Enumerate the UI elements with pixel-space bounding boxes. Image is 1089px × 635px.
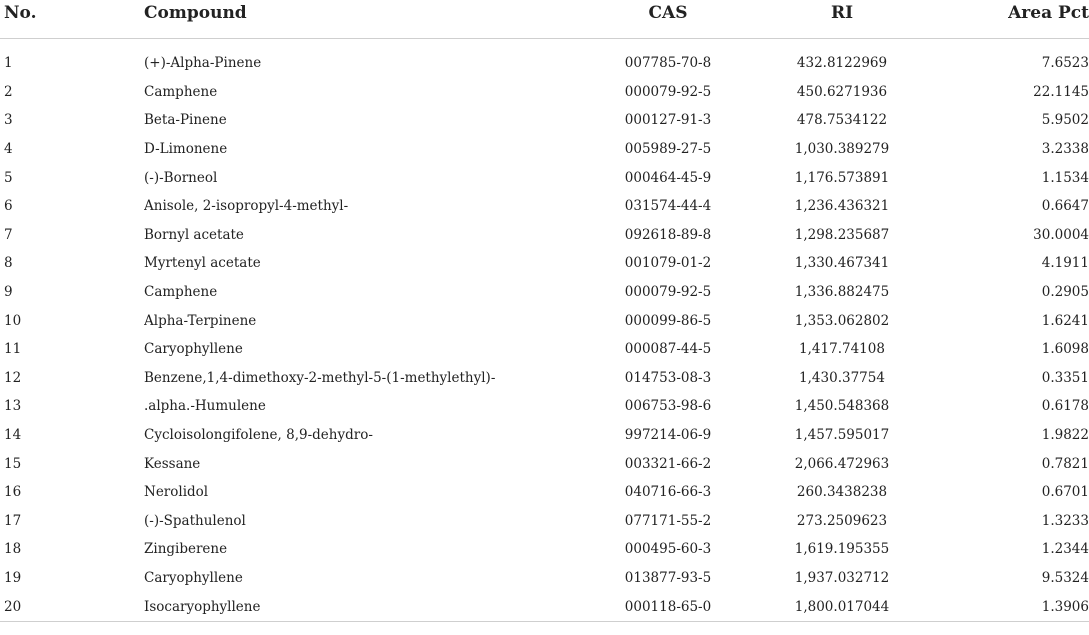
cell-no: 4 <box>4 141 13 158</box>
cell-area-pct: 0.6178 <box>1041 398 1089 415</box>
cell-ri: 1,030.389279 <box>794 141 890 158</box>
cell-no: 6 <box>4 198 13 215</box>
cell-no: 20 <box>0 592 144 621</box>
cell-ri: 1,430.37754 <box>799 369 885 386</box>
cell-compound: Cycloisolongifolene, 8,9-dehydro- <box>144 427 373 444</box>
header-cas: CAS <box>614 0 722 33</box>
cell-area-pct: 3.2338 <box>1041 141 1089 158</box>
cell-area-pct: 1.3906 <box>962 592 1089 621</box>
cell-ri: 1,417.74108 <box>799 341 885 358</box>
cell-compound: Anisole, 2-isopropyl-4-methyl- <box>144 198 349 215</box>
cell-ri: 273.2509623 <box>796 512 888 529</box>
cell-cas: 013877-93-5 <box>624 569 712 586</box>
cell-compound: (-)-Borneol <box>144 169 218 186</box>
cell-compound: Caryophyllene <box>144 569 243 586</box>
header-ri: RI <box>722 0 962 33</box>
header-no: No. <box>0 0 144 33</box>
cell-cas: 005989-27-5 <box>624 141 712 158</box>
cell-no: 14 <box>4 427 22 444</box>
cell-area-pct: 5.9502 <box>1041 112 1089 129</box>
cell-compound: Camphene <box>144 83 218 100</box>
cell-no: 9 <box>4 284 13 301</box>
cell-compound: .alpha.-Humulene <box>144 398 266 415</box>
cell-area-pct: 9.5324 <box>1041 569 1089 586</box>
table-row <box>0 106 1089 135</box>
cell-area-pct: 0.6701 <box>1041 484 1089 501</box>
cell-cas: 000464-45-9 <box>624 169 712 186</box>
cell-area-pct: 1.2344 <box>1041 541 1089 558</box>
cell-cas: 077171-55-2 <box>624 512 712 529</box>
cell-cas: 092618-89-8 <box>624 226 712 243</box>
table-row <box>0 535 1089 564</box>
cell-ri: 2,066.472963 <box>794 455 890 472</box>
cell-area-pct: 1.9822 <box>1041 427 1089 444</box>
cell-ri: 1,450.548368 <box>794 398 890 415</box>
cell-ri: 1,298.235687 <box>794 226 890 243</box>
cell-no: 13 <box>4 398 22 415</box>
cell-cas: 007785-70-8 <box>624 55 712 72</box>
table-row <box>0 135 1089 164</box>
cell-compound: Myrtenyl acetate <box>144 255 261 272</box>
cell-compound: (+)-Alpha-Pinene <box>144 55 262 72</box>
table-row <box>0 364 1089 393</box>
cell-area-pct: 0.3351 <box>1041 369 1089 386</box>
cell-cas: 006753-98-6 <box>624 398 712 415</box>
cell-no: 1 <box>4 55 13 72</box>
cell-area-pct: 1.6241 <box>1041 312 1089 329</box>
cell-compound: Kessane <box>144 455 201 472</box>
cell-no: 16 <box>4 484 22 501</box>
cell-area-pct: 22.1145 <box>1033 83 1089 100</box>
table-row <box>0 564 1089 593</box>
cell-ri: 1,457.595017 <box>794 427 890 444</box>
cell-cas: 000087-44-5 <box>624 341 712 358</box>
cell-ri: 432.8122969 <box>796 55 888 72</box>
cell-cas: 997214-06-9 <box>624 427 712 444</box>
cell-cas: 000079-92-5 <box>624 284 712 301</box>
cell-ri: 1,937.032712 <box>794 569 890 586</box>
table-row <box>0 39 1089 78</box>
cell-ri: 450.6271936 <box>796 83 888 100</box>
cell-ri: 1,353.062802 <box>794 312 890 329</box>
cell-no: 19 <box>4 569 22 586</box>
cell-no: 15 <box>4 455 22 472</box>
table-row <box>0 192 1089 221</box>
cell-no: 17 <box>4 512 22 529</box>
cell-compound: Beta-Pinene <box>144 112 227 129</box>
cell-ri: 478.7534122 <box>796 112 888 129</box>
cell-compound: Camphene <box>144 284 218 301</box>
cell-no: 7 <box>4 226 13 243</box>
header-row <box>0 0 1089 39</box>
cell-compound: Caryophyllene <box>144 341 243 358</box>
cell-cas: 000127-91-3 <box>624 112 712 129</box>
cell-compound: Benzene,1,4-dimethoxy-2-methyl-5-(1-methylethyl)- <box>144 369 496 386</box>
table-row <box>0 449 1089 478</box>
table-row <box>0 592 1089 621</box>
cell-ri: 1,236.436321 <box>794 198 890 215</box>
cell-compound: Alpha-Terpinene <box>144 312 257 329</box>
table-header <box>0 0 1089 39</box>
cell-no: 18 <box>4 541 22 558</box>
table-row <box>0 421 1089 450</box>
cell-no: 8 <box>4 255 13 272</box>
table-row <box>0 163 1089 192</box>
table-row <box>0 221 1089 250</box>
cell-no: 5 <box>4 169 13 186</box>
cell-ri: 1,330.467341 <box>794 255 890 272</box>
cell-cas: 000118-65-0 <box>614 592 722 621</box>
table-row <box>0 78 1089 107</box>
cell-area-pct: 0.6647 <box>1041 198 1089 215</box>
cell-no: 3 <box>4 112 13 129</box>
cell-ri: 260.3438238 <box>796 484 888 501</box>
cell-area-pct: 1.1534 <box>1041 169 1089 186</box>
table-row <box>0 249 1089 278</box>
cell-area-pct: 1.3233 <box>1041 512 1089 529</box>
cell-no: 11 <box>4 341 22 358</box>
header-area-pct: Area Pct <box>962 0 1089 33</box>
cell-ri: 1,800.017044 <box>722 592 962 621</box>
cell-no: 2 <box>4 83 13 100</box>
cell-cas: 000079-92-5 <box>624 83 712 100</box>
table-row <box>0 507 1089 536</box>
table-row <box>0 335 1089 364</box>
cell-cas: 000099-86-5 <box>624 312 712 329</box>
cell-area-pct: 0.7821 <box>1041 455 1089 472</box>
cell-ri: 1,336.882475 <box>794 284 890 301</box>
table-row <box>0 392 1089 421</box>
table-row <box>0 478 1089 507</box>
cell-compound: D-Limonene <box>144 141 228 158</box>
cell-cas: 040716-66-3 <box>624 484 712 501</box>
cell-cas: 031574-44-4 <box>624 198 712 215</box>
cell-area-pct: 7.6523 <box>1041 55 1089 72</box>
cell-ri: 1,619.195355 <box>794 541 890 558</box>
table-row <box>0 278 1089 307</box>
cell-ri: 1,176.573891 <box>794 169 890 186</box>
table-body <box>0 39 1089 622</box>
cell-area-pct: 1.6098 <box>1041 341 1089 358</box>
cell-cas: 003321-66-2 <box>624 455 712 472</box>
cell-compound: Isocaryophyllene <box>144 592 614 621</box>
cell-no: 10 <box>4 312 22 329</box>
cell-area-pct: 4.1911 <box>1041 255 1089 272</box>
cell-no: 12 <box>4 369 22 386</box>
table-row <box>0 306 1089 335</box>
cell-compound: Nerolidol <box>144 484 209 501</box>
cell-area-pct: 30.0004 <box>1033 226 1089 243</box>
cell-area-pct: 0.2905 <box>1041 284 1089 301</box>
cell-compound: (-)-Spathulenol <box>144 512 246 529</box>
cell-cas: 000495-60-3 <box>624 541 712 558</box>
cell-cas: 014753-08-3 <box>624 369 712 386</box>
cell-compound: Bornyl acetate <box>144 226 244 243</box>
header-compound: Compound <box>144 0 614 33</box>
cell-cas: 001079-01-2 <box>624 255 712 272</box>
cell-compound: Zingiberene <box>144 541 228 558</box>
